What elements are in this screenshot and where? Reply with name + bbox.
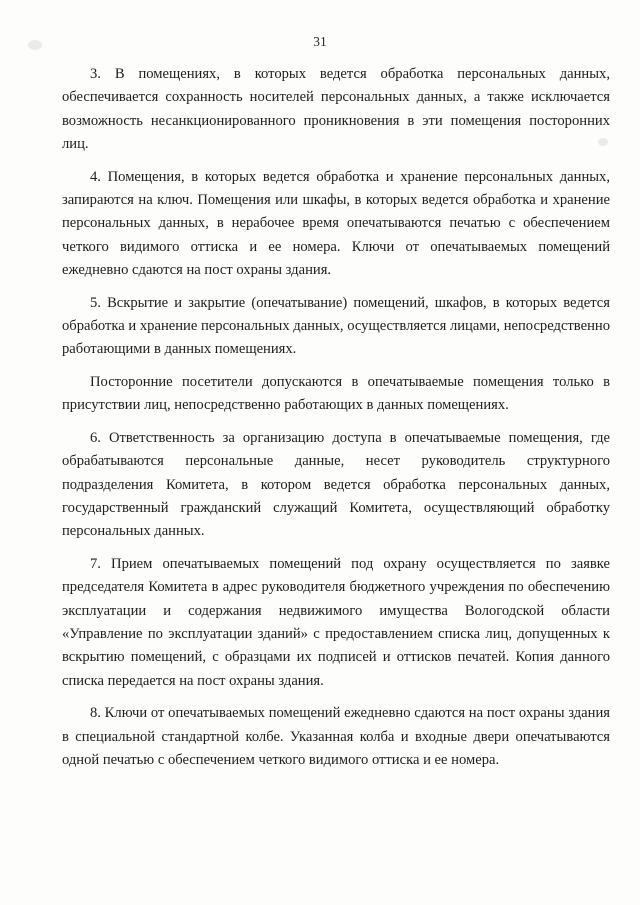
paragraph-6: 6. Ответственность за организацию доступа в опечатываемые помещения, где обрабатываются персональные данные, несет руководитель структурного подразделения Комитета, в котором ведется обработка персональных данных, государственный гражданский служащий Комитета, осуществляющий обработку персональных данных. [62, 429, 610, 540]
document-body [62, 63, 610, 781]
paragraph-4: 4. Помещения, в которых ведется обработка и хранение персональных данных, запираются на ключ. Помещения или шкафы, в которых ведется обработка и хранение персональных данных, в нерабочее время опечатываются печатью с обеспечением четкого видимого оттиска и ее номера. Ключи от опечатываемых помещений ежедневно сдаются на пост охраны здания. [62, 168, 610, 279]
page-number: 31 [313, 34, 327, 49]
paragraph-5: 5. Вскрытие и закрытие (опечатывание) помещений, шкафов, в которых ведется обработка и хранение персональных данных, осуществляется лицами, непосредственно работающими в данных помещениях. [62, 294, 610, 358]
paragraph-7: 7. Прием опечатываемых помещений под охрану осуществляется по заявке председателя Комитета в адрес руководителя бюджетного учреждения по обеспечению эксплуатации и содержания недвижимого имущества Вологодской области «Управление по эксплуатации зданий» с предоставлением списка лиц, допущенных к вскрытию помещений, с образцами их подписей и оттисков печатей. Копия данного списка передается на пост охраны здания. [62, 555, 610, 689]
paragraph-8: 8. Ключи от опечатываемых помещений ежедневно сдаются на пост охраны здания в специальной стандартной колбе. Указанная колба и входные двери опечатываются одной печатью с обеспечением четкого видимого оттиска и ее номера. [62, 705, 610, 768]
paragraph-3: 3. В помещениях, в которых ведется обработка персональных данных, обеспечивается сохранность носителей персональных данных, а также исключается возможность несанкционированного проникновения в эти помещения посторонних лиц. [62, 66, 610, 153]
paragraph-visitors: Посторонние посетители допускаются в опечатываемые помещения только в присутствии лиц, непосредственно работающих в данных помещениях. [62, 373, 610, 414]
